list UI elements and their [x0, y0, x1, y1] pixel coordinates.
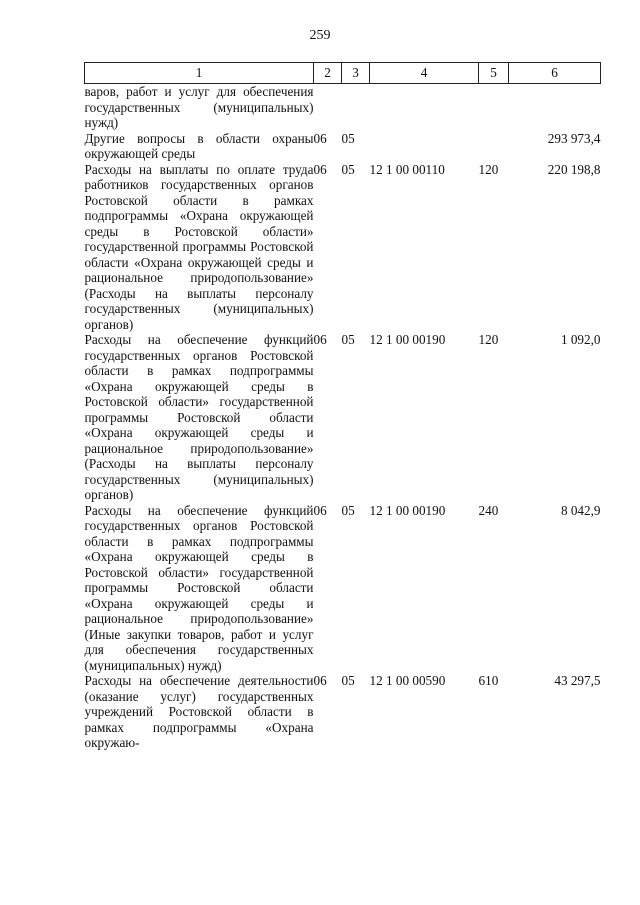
row-section: 06 [313, 502, 327, 518]
row-subsection: 05 [341, 673, 355, 688]
row-target-code [370, 131, 479, 162]
table-row [85, 673, 601, 751]
budget-table [84, 62, 601, 751]
row-target-code: 12 1 00 00190 [369, 502, 446, 518]
row-section: 06 [313, 161, 327, 177]
row-section: 06 [313, 130, 327, 146]
row-subsection: 05 [341, 332, 355, 347]
row-section: 06 [313, 673, 327, 688]
row-amount: 220 198,8 [547, 161, 601, 177]
row-subsection: 05 [341, 161, 355, 177]
row-section [314, 84, 342, 131]
column-header: 2 [314, 63, 342, 84]
row-section: 06 [313, 332, 327, 347]
row-expense-type: 240 [478, 502, 499, 518]
row-amount [509, 84, 601, 131]
table-row [85, 503, 601, 674]
column-header: 1 [85, 63, 314, 84]
column-header: 6 [509, 63, 601, 84]
table-row [85, 332, 601, 503]
row-name: варов, работ и услуг для обеспечения государственных (муниципальных) нужд) [84, 84, 314, 130]
table-row [85, 162, 601, 333]
row-amount: 1 092,0 [560, 332, 601, 347]
row-expense-type: 120 [478, 332, 499, 347]
row-target-code: 12 1 00 00190 [369, 332, 446, 347]
row-target-code [370, 84, 479, 131]
table-row [85, 131, 601, 162]
row-name: Другие вопросы в области охраны окружающей среды [84, 130, 314, 161]
row-amount: 43 297,5 [554, 673, 601, 688]
column-header: 3 [342, 63, 370, 84]
row-expense-type: 610 [478, 673, 499, 688]
page-number: 259 [309, 28, 331, 43]
row-target-code: 12 1 00 00110 [369, 161, 445, 177]
row-name: Расходы на обеспечение деятельности (оказание услуг) государственных учреждений Ростовской области в рамках подпрограммы «Охрана окружаю- [84, 673, 314, 750]
row-expense-type [479, 131, 509, 162]
row-expense-type: 120 [478, 161, 499, 177]
row-subsection: 05 [341, 502, 355, 518]
row-name: Расходы на выплаты по оплате труда работников государственных органов Ростовской области в рамках подпрограммы «Охрана окружающей среды в Ростовской области» государственной программы Ростовской области «Охрана окружающей среды и рациональное природопользование» (Расходы на выплаты персоналу государственных (муниципальных) органов) [84, 161, 314, 332]
column-header: 5 [479, 63, 509, 84]
row-amount: 8 042,9 [560, 502, 601, 518]
row-subsection [342, 84, 370, 131]
row-target-code: 12 1 00 00590 [369, 673, 446, 688]
row-name: Расходы на обеспечение функций государственных органов Ростовской области в рамках подпрограммы «Охрана окружающей среды в Ростовской области» государственной программы Ростовской области «Охрана окружающей среды и рациональное природопользование» (Иные закупки товаров, работ и услуг для обеспечения государственных (муниципальных) нужд) [84, 502, 314, 673]
column-header: 4 [370, 63, 479, 84]
row-subsection: 05 [341, 130, 355, 146]
row-name: Расходы на обеспечение функций государственных органов Ростовской области в рамках подпрограммы «Охрана окружающей среды в Ростовской области» государственной программы Ростовской области «Охрана окружающей среды и рациональное природопользование» (Расходы на выплаты персоналу государственных (муниципальных) органов) [84, 332, 314, 502]
table-header-row [85, 63, 601, 84]
row-expense-type [479, 84, 509, 131]
row-amount: 293 973,4 [547, 130, 601, 146]
table-row [85, 84, 601, 131]
